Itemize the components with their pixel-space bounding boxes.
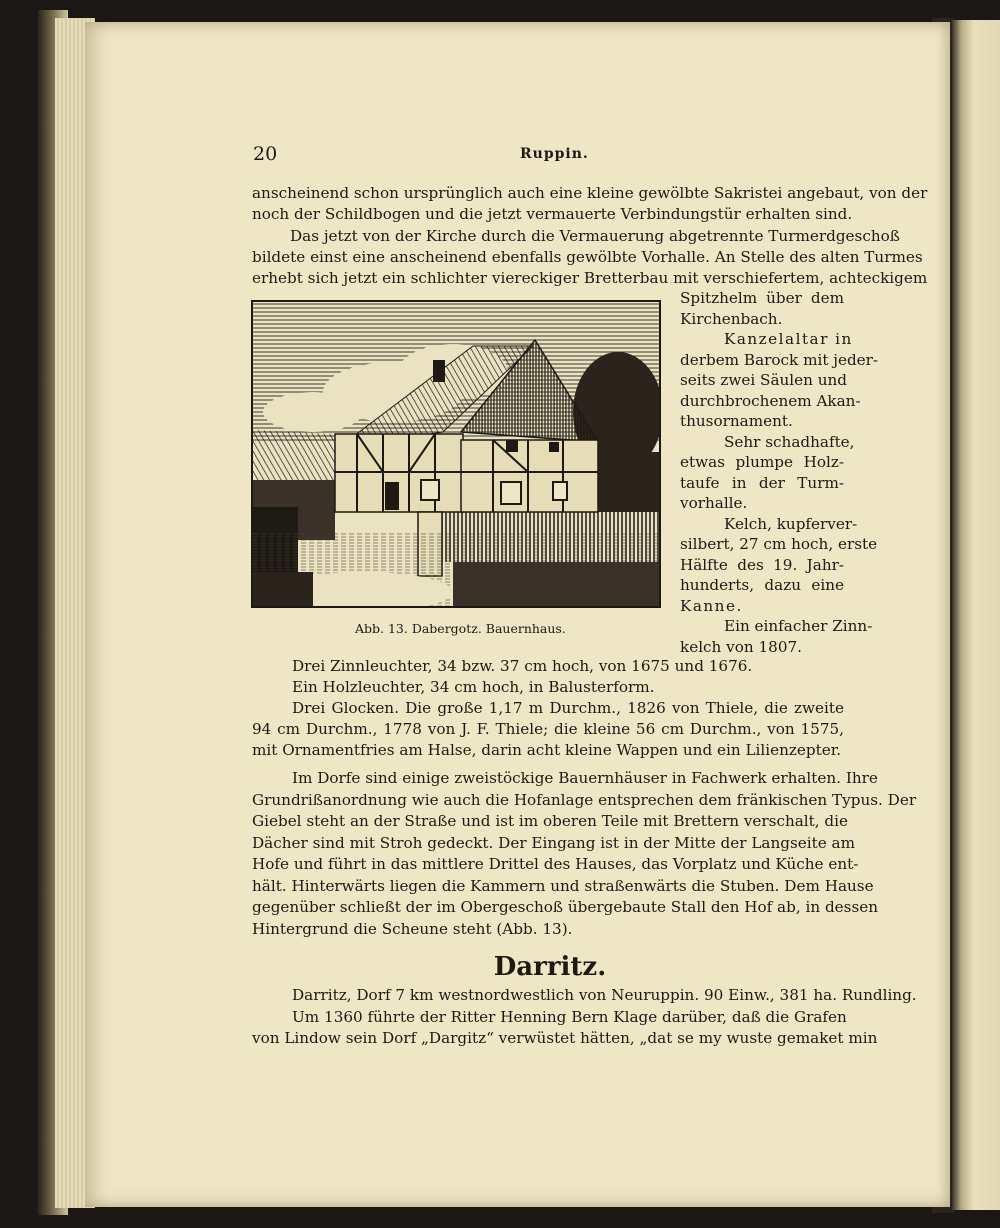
text-line: Hälfte des 19. Jahr- bbox=[680, 555, 844, 574]
figure-caption: Abb. 13. Dabergotz. Bauernhaus. bbox=[355, 621, 566, 636]
text-line: Kirchenbach. bbox=[680, 309, 783, 328]
text-line: Drei Zinnleuchter, 34 bzw. 37 cm hoch, von 1675 und 1676. bbox=[292, 657, 753, 675]
text-line: durchbrochenem Akan- bbox=[680, 391, 861, 410]
text-line: Kelch, kupferver- bbox=[724, 514, 858, 533]
text-line: Giebel steht an der Straße und ist im oberen Teile mit Brettern verschalt, die bbox=[252, 812, 848, 830]
text-line: seits zwei Säulen und bbox=[680, 371, 848, 389]
text-line: Das jetzt von der Kirche durch die Vermauerung abgetrennte Turmerdgeschoß bbox=[290, 227, 900, 245]
text-line: etwas plumpe Holz- bbox=[680, 453, 844, 471]
next-page-edge bbox=[952, 20, 1000, 1210]
text-line: Kanne. bbox=[680, 596, 743, 615]
text-line: Hintergrund die Scheune steht (Abb. 13). bbox=[252, 919, 573, 938]
page-number: 20 bbox=[253, 143, 278, 165]
text-line: derbem Barock mit jeder- bbox=[680, 350, 879, 369]
text-line: von Lindow sein Dorf „Dargitz“ verwüstet hätten, „dat se my wuste gemaket min bbox=[252, 1029, 878, 1047]
running-head: Ruppin. bbox=[520, 146, 589, 162]
text-line: Kanzelaltar in bbox=[724, 330, 853, 348]
text-line: anscheinend schon ursprünglich auch eine kleine gewölbte Sakristei angebaut, von der bbox=[252, 184, 928, 202]
text-line: 94 cm Durchm., 1778 von J. F. Thiele; die kleine 56 cm Durchm., von 1575, bbox=[252, 720, 844, 738]
farmhouse-illustration bbox=[251, 300, 661, 608]
text-line: Dächer sind mit Stroh gedeckt. Der Eingang ist in der Mitte der Langseite am bbox=[252, 833, 855, 852]
text-line: hunderts, dazu eine bbox=[680, 576, 844, 594]
text-line: hält. Hinterwärts liegen die Kammern und straßenwärts die Stuben. Dem Hause bbox=[252, 876, 874, 895]
text-line: bildete einst eine anscheinend ebenfalls gewölbte Vorhalle. An Stelle des alten Turmes bbox=[252, 248, 923, 266]
text-line: Darritz, Dorf 7 km westnordwestlich von Neuruppin. 90 Einw., 381 ha. Rundling. bbox=[292, 986, 917, 1004]
text-line: silbert, 27 cm hoch, erste bbox=[680, 535, 878, 553]
text-line: vorhalle. bbox=[680, 494, 748, 512]
text-line: Grundrißanordnung wie auch die Hofanlage entsprechen dem fränkischen Typus. Der bbox=[252, 790, 917, 809]
text-line: Ein Holzleuchter, 34 cm hoch, in Balusterform. bbox=[292, 678, 655, 696]
woodcut-image bbox=[253, 302, 659, 606]
text-line: Hofe und führt in das mittlere Drittel des Hauses, das Vorplatz und Küche ent- bbox=[252, 855, 859, 873]
text-line: taufe in der Turm- bbox=[680, 473, 844, 492]
text-line: mit Ornamentfries am Halse, darin acht kleine Wappen und ein Lilienzepter. bbox=[252, 741, 842, 759]
text-line: gegenüber schließt der im Obergeschoß übergebaute Stall den Hof ab, in dessen bbox=[252, 898, 879, 916]
text-line: thusornament. bbox=[680, 412, 793, 430]
text-line: kelch von 1807. bbox=[680, 637, 802, 656]
text-line: Spitzhelm über dem bbox=[680, 289, 844, 307]
text-line: Im Dorfe sind einige zweistöckige Bauernhäuser in Fachwerk erhalten. Ihre bbox=[292, 769, 878, 787]
text-line: noch der Schildbogen und die jetzt vermauerte Verbindungstür erhalten sind. bbox=[252, 205, 853, 223]
text-line: Drei Glocken. Die große 1,17 m Durchm., 1826 von Thiele, die zweite bbox=[292, 699, 844, 717]
text-line: Um 1360 führte der Ritter Henning Bern Klage darüber, daß die Grafen bbox=[292, 1007, 847, 1026]
text-line: Ein einfacher Zinn- bbox=[724, 617, 873, 635]
text-line: Sehr schadhafte, bbox=[724, 432, 855, 451]
text-line: erhebt sich jetzt ein schlichter viereckiger Bretterbau mit verschiefertem, achteckigem bbox=[252, 269, 928, 287]
section-heading: Darritz. bbox=[493, 952, 607, 982]
